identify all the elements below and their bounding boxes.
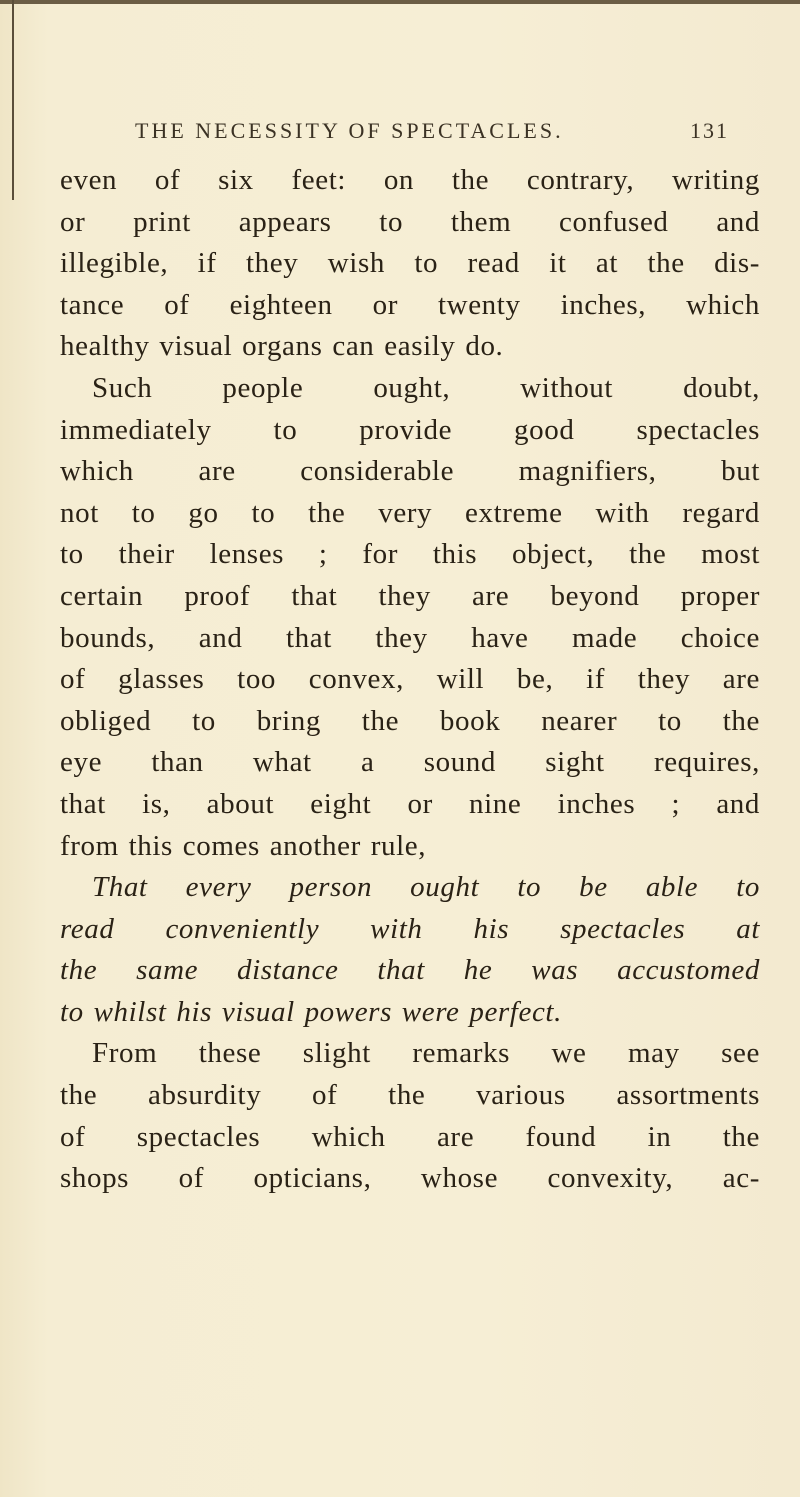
text-line: From these slight remarks we may see	[92, 1037, 760, 1070]
text-line: Such people ought, without doubt,	[92, 371, 760, 404]
rule-text-line: the same distance that he was accustomed	[60, 954, 760, 987]
text-line: immediately to provide good spectacles	[60, 413, 760, 446]
text-line: illegible, if they wish to read it at the dis-	[60, 247, 760, 280]
rule-text-line: That every person ought to be able to	[92, 871, 760, 904]
text-line: obliged to bring the book nearer to the	[60, 704, 760, 737]
text-line: not to go to the very extreme with regard	[60, 496, 760, 529]
rule-text-line: to whilst his visual powers were perfect.	[60, 995, 562, 1028]
page-header	[135, 118, 775, 148]
text-line: or print appears to them confused and	[60, 205, 760, 238]
text-line: tance of eighteen or twenty inches, which	[60, 288, 760, 321]
text-line: the absurdity of the various assortments	[60, 1079, 760, 1112]
text-line: that is, about eight or nine inches ; and	[60, 787, 760, 820]
page-number: 131	[690, 118, 729, 143]
text-line: from this comes another rule,	[60, 829, 427, 862]
text-line: bounds, and that they have made choice	[60, 621, 760, 654]
text-line: even of six feet: on the contrary, writing	[60, 164, 760, 196]
running-title: THE NECESSITY OF SPECTACLES.	[135, 118, 564, 143]
text-line: certain proof that they are beyond proper	[60, 579, 760, 612]
page-gutter-line	[12, 0, 14, 200]
text-line: to their lenses ; for this object, the most	[60, 538, 760, 571]
page-top-edge	[0, 0, 800, 4]
text-line: eye than what a sound sight requires,	[60, 746, 760, 779]
text-line: shops of opticians, whose convexity, ac-	[60, 1162, 760, 1195]
text-line: of spectacles which are found in the	[60, 1120, 760, 1153]
text-line: healthy visual organs can easily do.	[60, 330, 504, 363]
body-text	[60, 160, 760, 1200]
rule-text-line: read conveniently with his spectacles at	[60, 912, 760, 945]
text-line: of glasses too convex, will be, if they are	[60, 663, 760, 696]
text-line: which are considerable magnifiers, but	[60, 455, 760, 488]
